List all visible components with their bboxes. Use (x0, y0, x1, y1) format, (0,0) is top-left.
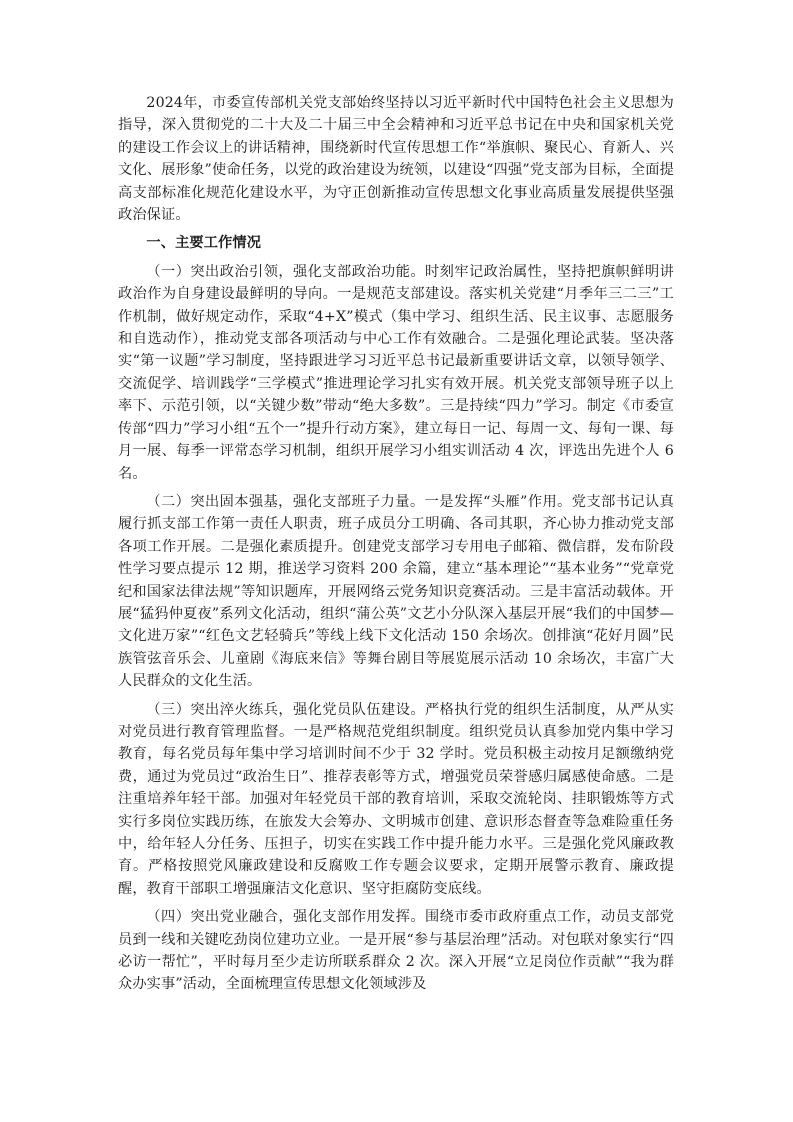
section-heading-main-work: 一、主要工作情况 (146, 235, 262, 252)
document-body (118, 92, 674, 1002)
paragraph-member-training: （三）突出淬火练兵，强化党员队伍建设。严格执行党的组织生活制度，从严从实对党员进行教育管理监督。一是严格规范党组织制度。组织党员认真参加党内集中学习教育，每名党员每年集中学习培训时间不少于 32 学时。党员积极主动按月足额缴纳党费，通过为党员过“政治生日”、推荐表彰等方式，增强党员荣誉感归属感使命感。二是注重培养年轻干部。加强对年轻党员干部的教育培训，采取交流轮岗、挂职锻炼等方式实行多岗位实践历练，在旅发大会筹办、文明城市创建、意识形态督查等急难险重任务中，给年轻人分任务、压担子，切实在实践工作中提升能力水平。三是强化党风廉政教育。严格按照党风廉政建设和反腐败工作专题会议要求，定期开展警示教育、廉政提醒，教育干部职工增强廉洁文化意识、坚守拒腐防变底线。 (118, 701, 674, 897)
paragraph-party-business-integration: （四）突出党业融合，强化支部作用发挥。围绕市委市政府重点工作，动员支部党员到一线和关键吃劲岗位建功立业。一是开展“参与基层治理”活动。对包联对象实行“四必访一帮忙”，平时每月至少走访所联系群众 2 次。深入开展“立足岗位作贡献”“我为群众办实事”活动，全面梳理宣传思想文化领域涉及 (118, 909, 674, 993)
intro-paragraph: 2024年，市委宣传部机关党支部始终坚持以习近平新时代中国特色社会主义思想为指导，深入贯彻党的二十大及二十届三中全会精神和习近平总书记在中央和国家机关党的建设工作会议上的讲话精神，围绕新时代宣传思想工作“举旗帜、聚民心、育新人、兴文化、展形象”使命任务，以党的政治建设为统领，以建设“四强”党支部为目标，全面提高支部标准化规范化建设水平，为守正创新推动宣传思想文化事业高质量发展提供坚强政治保证。 (118, 95, 674, 224)
paragraph-political-leadership: （一）突出政治引领，强化支部政治功能。时刻牢记政治属性，坚持把旗帜鲜明讲政治作为自身建设最鲜明的导向。一是规范支部建设。落实机关党建“月季年三二三”工作机制，做好规定动作，采取“4+X”模式（集中学习、组织生活、民主议事、志愿服务和自选动作），推动党支部各项活动与中心工作有效融合。二是强化理论武装。坚决落实“第一议题”学习制度，坚持跟进学习习近平总书记最新重要讲话文章，以领导领学、交流促学、培训践学“三学模式”推进理论学习扎实有效开展。机关党支部领导班子以上率下、示范引领，以“关键少数”带动“绝大多数”。三是持续“四力”学习。制定《市委宣传部“四力”学习小组“五个一”提升行动方案》，建立每日一记、每周一文、每旬一课、每月一展、每季一评常态学习机制，组织开展学习小组实训活动 4 次，评选出先进个人 6 名。 (118, 263, 674, 482)
paragraph-team-strength: （二）突出固本强基，强化支部班子力量。一是发挥“头雁”作用。党支部书记认真履行抓支部工作第一责任人职责，班子成员分工明确、各司其职，齐心协力推动党支部各项工作开展。二是强化素质提升。创建党支部学习专用电子邮箱、微信群，发布阶段性学习要点提示 12 期，推送学习资料 200 余篇，建立“基本理论”“基本业务”“党章党纪和国家法律法规”等知识题库，开展网络云党务知识竞赛活动。三是丰富活动载体。开展“猛犸仲夏夜”系列文化活动，组织“蒲公英”文艺小分队深入基层开展“我们的中国梦—文化进万家”“红色文艺轻骑兵”等线上线下文化活动 150 余场次。创排演“花好月圆”民族管弦音乐会、儿童剧《海底来信》等舞台剧目等展览展示活动 10 余场次，丰富广大人民群众的文化生活。 (118, 493, 674, 690)
